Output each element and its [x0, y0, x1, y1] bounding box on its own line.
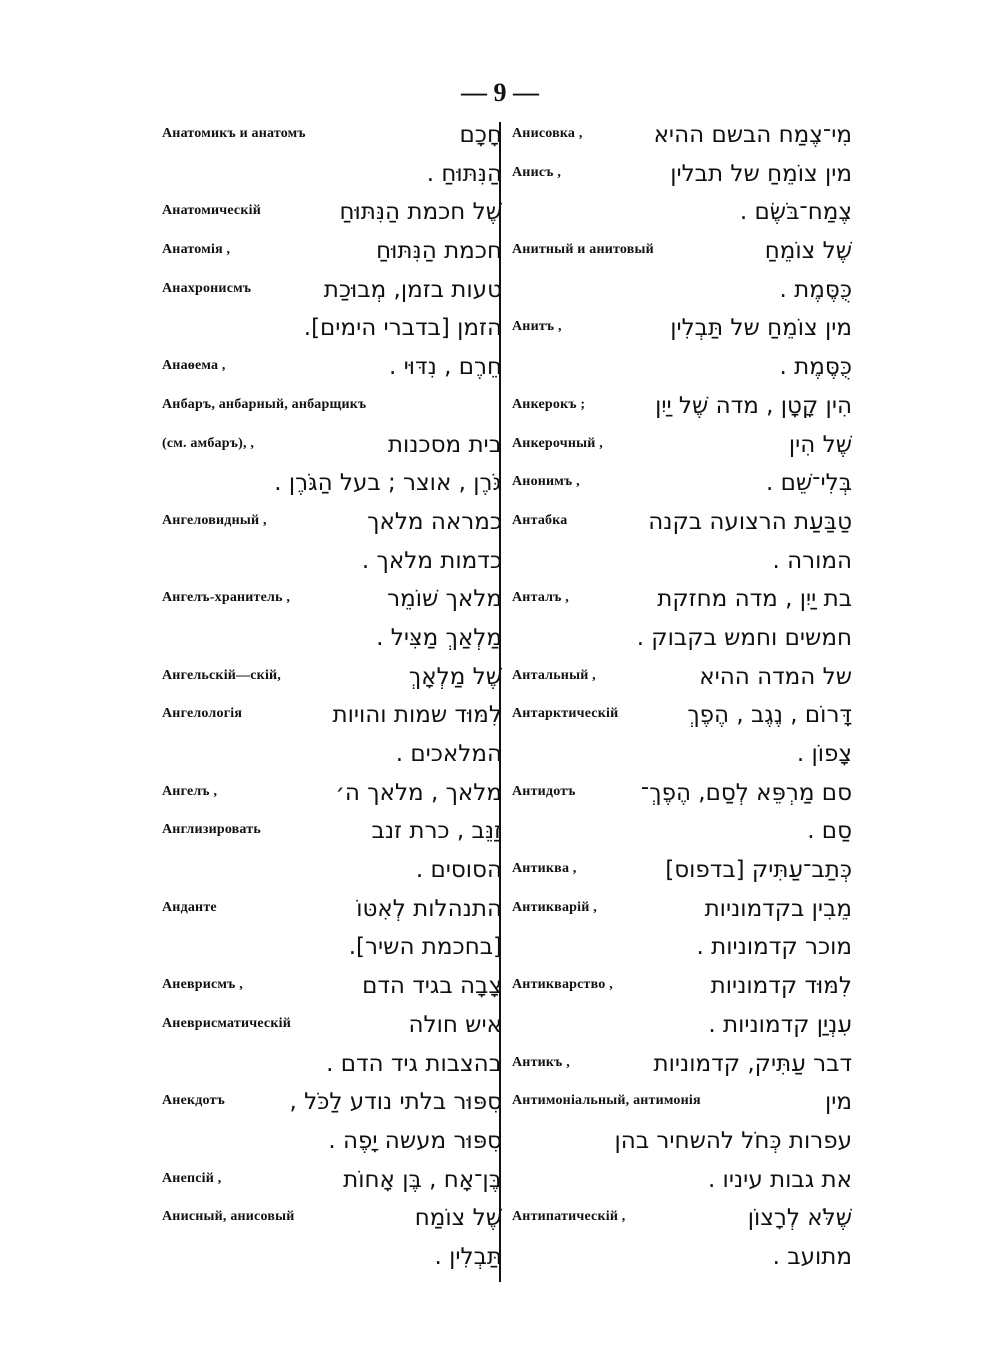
dictionary-line — [512, 354, 852, 393]
russian-headword: Анисный, анисовый — [162, 1209, 295, 1225]
hebrew-translation: הזמן [בדברי הימים]. — [303, 315, 502, 342]
russian-headword: Аневрисматическій — [162, 1015, 291, 1031]
dictionary-line — [512, 741, 852, 780]
russian-headword: Анепсій , — [162, 1170, 222, 1186]
russian-headword: Ангелъ , — [162, 783, 218, 799]
hebrew-translation: של המדה ההיא — [699, 663, 852, 690]
dictionary-line — [512, 238, 852, 277]
hebrew-translation: חמשים וחמש בקבוק . — [636, 624, 852, 651]
hebrew-translation: מלאך שׁוֹמֵר — [387, 586, 502, 613]
russian-headword: Антальный , — [512, 667, 596, 683]
hebrew-translation: מתועב . — [772, 1243, 852, 1270]
hebrew-translation: סִפּוּר מעשה יָפֶה . — [328, 1127, 502, 1154]
hebrew-translation: שֶׁל צוֹמֵחַ — [764, 238, 852, 265]
russian-headword: Антидотъ — [512, 783, 576, 799]
russian-headword: Анаѳема , — [162, 358, 226, 374]
hebrew-translation: מִי־צֶמַח הבשם ההיא — [653, 122, 852, 148]
hebrew-translation: כמראה מלאך — [367, 508, 502, 535]
hebrew-translation: כֻּסֶּמֶת . — [779, 276, 852, 303]
dictionary-line — [512, 122, 852, 161]
dictionary-line — [162, 586, 502, 625]
dictionary-line — [162, 818, 502, 857]
hebrew-translation: מֵבִין בקדמוניות — [704, 895, 852, 922]
hebrew-translation: סִפּוּר בלתי נודע לַכֹּל , — [289, 1089, 502, 1116]
dictionary-line — [512, 1089, 852, 1128]
dictionary-line — [162, 973, 502, 1012]
hebrew-translation: שֶׁל חכמת הַנִּתּוּחַ — [339, 199, 502, 226]
hebrew-translation: סַם . — [807, 818, 852, 845]
dictionary-line — [162, 1167, 502, 1206]
dictionary-line — [162, 1089, 502, 1128]
dictionary-line — [512, 199, 852, 238]
dictionary-line — [162, 857, 502, 896]
dictionary-line — [512, 818, 852, 857]
hebrew-translation: המורה . — [772, 547, 852, 574]
dictionary-line — [162, 509, 502, 548]
dictionary-line — [162, 199, 502, 238]
dictionary-line — [162, 1012, 502, 1051]
hebrew-translation: טעות בזמן, מְבוּכַת — [323, 276, 502, 303]
hebrew-translation: בֶּן־אָח , בֶּן אָחוֹת — [343, 1166, 502, 1193]
dictionary-line — [512, 702, 852, 741]
russian-headword: Андантe — [162, 899, 217, 915]
hebrew-translation: כדמות מלאך . — [361, 547, 502, 574]
russian-headword: Англизировать — [162, 822, 261, 838]
russian-headword: Анатомикъ и анатомъ — [162, 126, 306, 141]
russian-headword: Анитный и анитовый — [512, 242, 654, 258]
russian-headword: Антипатическій , — [512, 1209, 626, 1225]
hebrew-translation: חכמת הַנִּתּוּחַ — [376, 238, 502, 265]
dictionary-line — [162, 122, 502, 161]
page-number: — 9 — — [461, 78, 539, 107]
dictionary-line — [512, 586, 852, 625]
hebrew-translation: שֶׁל מַלְאָךְ — [408, 663, 502, 690]
russian-headword: Ангелологія — [162, 706, 243, 722]
hebrew-translation: בהצבות גיד הדם . — [326, 1050, 502, 1077]
hebrew-translation: שֶׁל צוֹמַח — [414, 1205, 502, 1232]
dictionary-line — [512, 315, 852, 354]
dictionary-line — [512, 973, 852, 1012]
hebrew-translation: המלאכים . — [395, 741, 502, 767]
dictionary-line — [162, 1244, 502, 1283]
dictionary-line — [162, 1051, 502, 1090]
hebrew-translation: דבר עַתִּיק, קדמוניות — [653, 1050, 852, 1077]
hebrew-translation: תַּבְלִין . — [434, 1243, 502, 1270]
dictionary-line — [162, 470, 502, 509]
dictionary-line — [162, 315, 502, 354]
hebrew-translation: מין צוֹמֵחַ של תַּבְלִין — [670, 315, 852, 342]
hebrew-translation: בית מסכנות — [387, 431, 502, 458]
hebrew-translation: שֶׁל הִין — [788, 431, 852, 458]
hebrew-translation: שֶׁלֹּא לְרָצוֹן — [747, 1205, 852, 1232]
russian-headword: Антимоніальный, антимонія — [512, 1093, 701, 1109]
hebrew-translation: מוכר קדמוניות . — [696, 934, 852, 961]
dictionary-line — [512, 857, 852, 896]
dictionary-line — [512, 1012, 852, 1051]
russian-headword: Аневрисмъ , — [162, 977, 243, 993]
dictionary-line — [512, 1205, 852, 1244]
russian-headword: Анитъ , — [512, 319, 562, 335]
dictionary-line — [162, 1128, 502, 1167]
hebrew-translation: מין — [824, 1089, 852, 1116]
hebrew-translation: מין צוֹמֵחַ של תבלין — [670, 160, 852, 187]
russian-headword: Анонимъ , — [512, 474, 580, 490]
dictionary-line — [162, 1205, 502, 1244]
dictionary-line — [162, 277, 502, 316]
dictionary-line — [512, 548, 852, 587]
russian-headword: Антиква , — [512, 861, 577, 877]
hebrew-translation: חֵרֶם , נִדּוּי . — [388, 354, 502, 381]
dictionary-line — [162, 896, 502, 935]
dictionary-line — [512, 1128, 852, 1167]
russian-headword: Анкерочный , — [512, 435, 603, 451]
hebrew-translation: [בחכמת השיר]. — [348, 934, 502, 961]
dictionary-line — [162, 741, 502, 780]
russian-headword: Анатомія , — [162, 242, 231, 258]
russian-headword: Антикъ , — [512, 1054, 570, 1070]
russian-headword: Анисовка , — [512, 126, 583, 141]
hebrew-translation: לִמּוּד שמות והויות — [332, 702, 502, 729]
hebrew-translation: חָכָם — [459, 122, 502, 148]
hebrew-translation: לִמּוּד קדמוניות — [710, 973, 852, 1000]
hebrew-translation: כְּתַב־עַתִּיק [בדפוס] — [665, 857, 852, 884]
russian-headword: Ангеловидный , — [162, 512, 267, 528]
hebrew-translation: איש חולה — [408, 1011, 502, 1038]
hebrew-translation: התנהלות לְאִטּוֹ — [356, 895, 502, 922]
russian-headword: Анисъ , — [512, 164, 562, 180]
dictionary-line — [162, 625, 502, 664]
russian-headword: Анатомическій — [162, 203, 261, 219]
russian-headword: Анталъ , — [512, 590, 569, 606]
dictionary-line — [512, 393, 852, 432]
hebrew-translation: צָבָה בגיד הדם — [362, 973, 502, 1000]
dictionary-line — [512, 509, 852, 548]
russian-headword: Антабка — [512, 512, 568, 528]
dictionary-line — [512, 1167, 852, 1206]
hebrew-translation: הסוסים . — [415, 857, 502, 884]
dictionary-line — [512, 432, 852, 471]
left-column — [162, 122, 502, 1283]
dictionary-line — [512, 625, 852, 664]
russian-headword: Антикварство , — [512, 977, 613, 993]
russian-headword: Антарктическій — [512, 706, 619, 722]
dictionary-line — [512, 161, 852, 200]
hebrew-translation: הִין קָטָן , מדה שֶׁל יַיִן — [655, 392, 852, 419]
russian-headword: (см. амбаръ), , — [162, 435, 255, 451]
dictionary-line — [512, 934, 852, 973]
russian-headword: Ангельскій—скій, — [162, 667, 281, 683]
russian-headword: Анекдотъ — [162, 1093, 225, 1109]
hebrew-translation: עפרות כְּחֹל להשחיר בהן — [614, 1127, 852, 1154]
dictionary-line — [512, 780, 852, 819]
dictionary-line — [162, 934, 502, 973]
hebrew-translation: דָּרוֹם , נֶגֶב , הֶפֶךְ — [687, 702, 852, 729]
hebrew-translation: טַבַּעַת הרצועה בקנה — [648, 508, 852, 535]
hebrew-translation: סם מַרְפֵּא לְסַם, הֶפֶךְ־ — [640, 779, 852, 806]
dictionary-line — [162, 548, 502, 587]
dictionary-line — [162, 702, 502, 741]
dictionary-line — [162, 238, 502, 277]
hebrew-translation: מלאך , מלאך ה׳ — [335, 779, 502, 806]
hebrew-translation: עִנְיַן קדמוניות . — [708, 1011, 852, 1038]
dictionary-line — [162, 664, 502, 703]
dictionary-line — [512, 664, 852, 703]
dictionary-line — [162, 393, 502, 432]
dictionary-line — [162, 161, 502, 200]
dictionary-line — [512, 1244, 852, 1283]
hebrew-translation: צָפוֹן . — [796, 741, 852, 767]
russian-headword: Анбаръ, анбарный, анбарщикъ — [162, 396, 367, 412]
russian-headword: Ангелъ-хранитель , — [162, 590, 291, 606]
hebrew-translation: צֶמַח־בֹּשֶׂם . — [739, 199, 852, 226]
dictionary-line — [512, 470, 852, 509]
right-column — [512, 122, 852, 1283]
dictionary-line — [162, 354, 502, 393]
russian-headword: Антикварій , — [512, 899, 597, 915]
russian-headword: Анахронисмъ — [162, 280, 252, 296]
hebrew-translation: הַנִּתּוּחַ . — [426, 160, 502, 187]
hebrew-translation: כֻּסֶּמֶת . — [779, 354, 852, 381]
hebrew-translation: בְּלִי־שֵׁם . — [766, 470, 852, 497]
hebrew-translation: גֹּרֶן , אוצר ; בעל הַגֹּרֶן . — [274, 470, 502, 497]
dictionary-line — [162, 780, 502, 819]
dictionary-line — [162, 432, 502, 471]
dictionary-line — [512, 277, 852, 316]
hebrew-translation: בת יַיִן , מדה מחזקת — [657, 586, 852, 613]
dictionary-line — [512, 1051, 852, 1090]
russian-headword: Анкерокъ ; — [512, 396, 586, 412]
dictionary-line — [512, 896, 852, 935]
hebrew-translation: את גבות עיניו . — [707, 1166, 852, 1193]
hebrew-translation: זַנֵּב , כרת זנב — [371, 818, 502, 845]
hebrew-translation: מַלְאַךְ מַצִּיל . — [376, 624, 502, 651]
